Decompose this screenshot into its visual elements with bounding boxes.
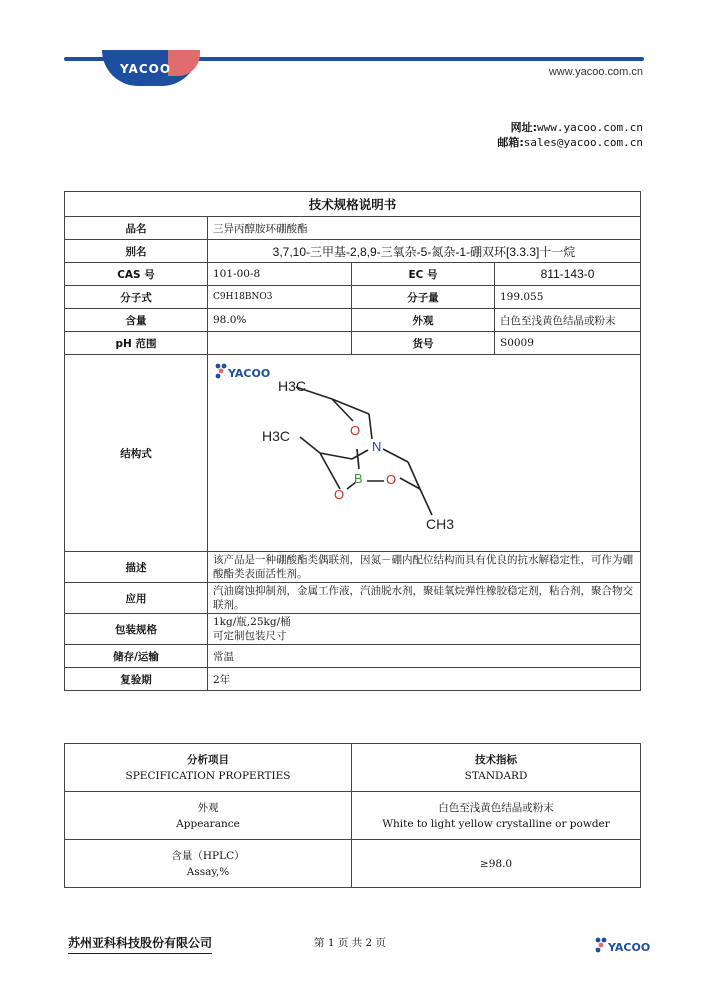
footer-company: 苏州亚科科技股份有限公司 [68, 934, 212, 954]
analysis-col-standard-cn: 技术指标 [475, 753, 517, 766]
oxygen-atom-left: O [334, 487, 345, 502]
prop-en: Appearance [176, 817, 240, 830]
formula-label: 分子式 [65, 286, 208, 309]
ch3-bottom-label: CH3 [426, 516, 455, 532]
mw-label: 分子量 [352, 286, 495, 309]
nitrogen-atom: N [372, 439, 382, 454]
oxygen-atom-top: O [350, 423, 361, 438]
content-label: 含量 [65, 309, 208, 332]
std-en: White to light yellow crystalline or powder [382, 817, 610, 830]
item-no-label: 货号 [352, 332, 495, 355]
header-logo-accent [168, 50, 200, 76]
ph-label: pH 范围 [65, 332, 208, 355]
cas-label: CAS 号 [65, 263, 208, 286]
structure-cell [208, 355, 641, 552]
pack-label: 包装规格 [65, 614, 208, 645]
structure-label: 结构式 [65, 355, 208, 552]
prop-cn: 外观 [197, 801, 219, 814]
prop-cn: 含量（HPLC） [171, 849, 245, 862]
ch3-top-label: H3C [278, 378, 307, 394]
website-label: 网址: [510, 121, 538, 134]
email-link[interactable]: sales@yacoo.com.cn [523, 136, 643, 149]
oxygen-atom-right: O [386, 472, 397, 487]
boron-atom: B [354, 471, 363, 486]
table-row [65, 792, 641, 840]
footer-logo-icon [594, 936, 651, 956]
svg-text:YACOO: YACOO [608, 941, 651, 954]
analysis-col-property-cn: 分析项目 [187, 753, 229, 766]
storage-label: 储存/运输 [65, 645, 208, 668]
analysis-prop-appearance [65, 792, 352, 840]
email-label: 邮箱: [497, 136, 524, 149]
header-logo-text: YACOO [120, 62, 172, 76]
use-value: 汽油腐蚀抑制剂，金属工作液，汽油脱水剂，聚硅氧烷弹性橡胶稳定剂，粘合剂，聚合物交联剂。 [208, 583, 641, 614]
pack-value [208, 614, 641, 645]
analysis-col-property [65, 744, 352, 792]
analysis-prop-assay [65, 840, 352, 888]
storage-value: 常温 [208, 645, 641, 668]
retest-label: 复验期 [65, 668, 208, 691]
desc-label: 描述 [65, 552, 208, 583]
item-no-value: S0009 [495, 332, 641, 355]
analysis-col-standard [352, 744, 641, 792]
table-row [65, 840, 641, 888]
ec-value: 811-143-0 [495, 263, 641, 286]
ph-value [208, 332, 352, 355]
content-value: 98.0% [208, 309, 352, 332]
analysis-col-standard-en: STANDARD [464, 769, 528, 782]
prop-en: Assay,% [186, 865, 230, 878]
molecule-diagram [248, 357, 548, 551]
pack-line-2: 可定制包装尺寸 [213, 630, 287, 642]
svg-text:YACOO: YACOO [228, 367, 271, 380]
name-label: 品名 [65, 217, 208, 240]
header-url[interactable]: www.yacoo.com.cn [548, 66, 643, 78]
ch3-left-label: H3C [262, 428, 291, 444]
desc-value: 该产品是一种硼酸酯类偶联剂，因氮－硼内配位结构而具有优良的抗水解稳定性，可作为硼酸酯类表面活性剂。 [208, 552, 641, 583]
name-value: 三异丙醇胺环硼酸酯 [208, 217, 641, 240]
cas-value: 101-00-8 [208, 263, 352, 286]
appearance-value: 白色至浅黄色结晶或粉末 [495, 309, 641, 332]
footer-page-number: 第 1 页 共 2 页 [314, 937, 387, 949]
formula-value: C9H18BNO3 [208, 286, 352, 309]
analysis-col-property-en: SPECIFICATION PROPERTIES [125, 769, 291, 782]
use-label: 应用 [65, 583, 208, 614]
pack-line-1: 1kg/瓶,25kg/桶 [213, 616, 291, 628]
website-link[interactable]: www.yacoo.com.cn [537, 121, 643, 134]
ec-label: EC 号 [352, 263, 495, 286]
spec-table [64, 191, 641, 691]
analysis-std-assay: ≥98.0 [352, 840, 641, 888]
appearance-label: 外观 [352, 309, 495, 332]
analysis-table [64, 743, 641, 888]
std-cn: 白色至浅黄色结晶或粉末 [438, 801, 554, 814]
spec-title: 技术规格说明书 [65, 192, 641, 217]
retest-value: 2年 [208, 668, 641, 691]
mw-value: 199.055 [495, 286, 641, 309]
alias-label: 别名 [65, 240, 208, 263]
contact-block [497, 120, 643, 150]
alias-value: 3,7,10-三甲基-2,8,9-三氧杂-5-氮杂-1-硼双环[3.3.3]十一烷 [208, 240, 641, 263]
analysis-std-appearance [352, 792, 641, 840]
